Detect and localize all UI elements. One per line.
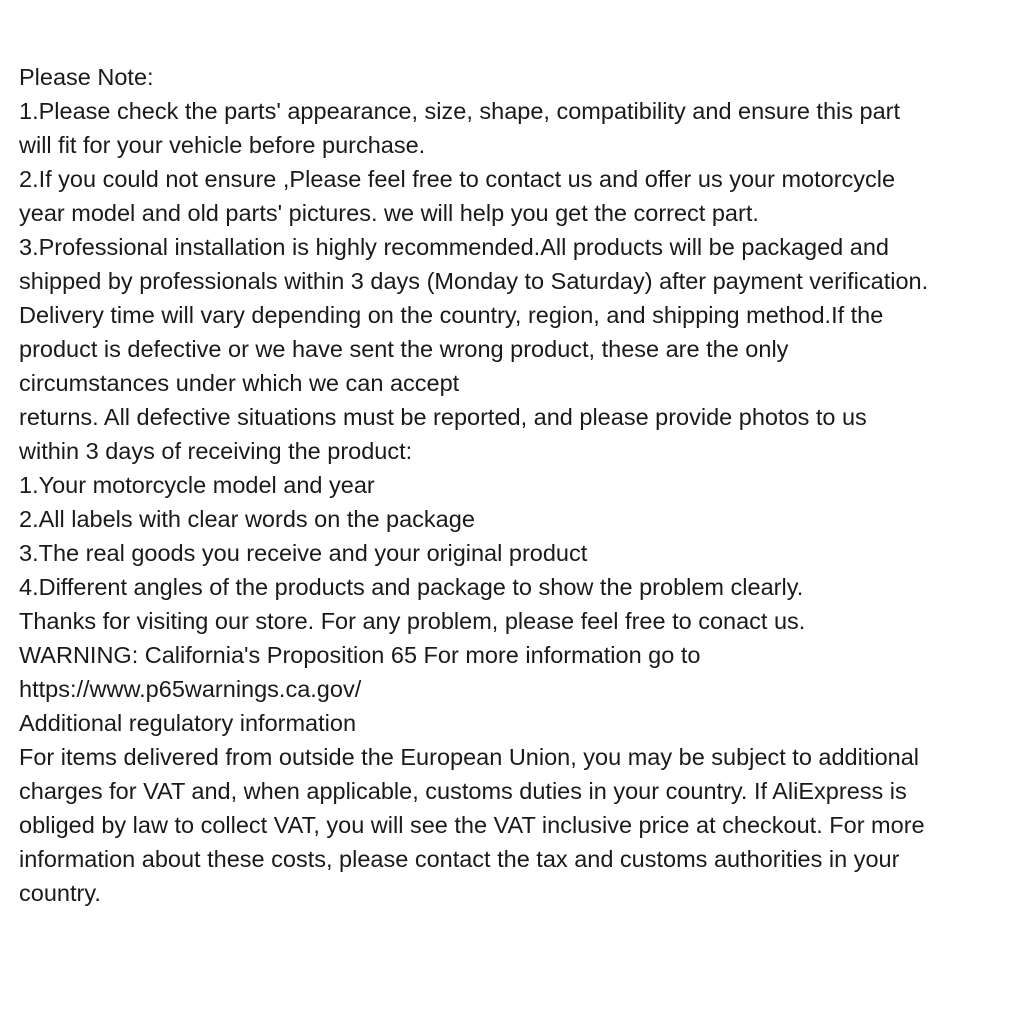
- text-line: year model and old parts' pictures. we will help you get the correct part.: [19, 200, 759, 226]
- warning-url: https://www.p65warnings.ca.gov/: [19, 676, 362, 702]
- text-line: For items delivered from outside the European Union, you may be subject to additional: [19, 744, 920, 770]
- text-line: 2.If you could not ensure ,Please feel free to contact us and offer us your motorcycle: [19, 166, 896, 192]
- list-item: 2.All labels with clear words on the package: [19, 506, 475, 532]
- text-line: Delivery time will vary depending on the country, region, and shipping method.If the: [19, 302, 884, 328]
- text-line: 3.Professional installation is highly recommended.All products will be packaged and: [19, 234, 889, 260]
- text-line: country.: [19, 880, 101, 906]
- text-line: shipped by professionals within 3 days (Monday to Saturday) after payment verification.: [19, 268, 929, 294]
- list-item: 3.The real goods you receive and your original product: [19, 540, 588, 566]
- text-line: will fit for your vehicle before purchase.: [19, 132, 426, 158]
- list-item: 1.Your motorcycle model and year: [19, 472, 375, 498]
- text-line: 1.Please check the parts' appearance, size, shape, compatibility and ensure this part: [19, 98, 901, 124]
- text-line: information about these costs, please contact the tax and customs authorities in your: [19, 846, 900, 872]
- text-line: charges for VAT and, when applicable, customs duties in your country. If AliExpress is: [19, 778, 907, 804]
- list-item: 4.Different angles of the products and package to show the problem clearly.: [19, 574, 804, 600]
- text-line: returns. All defective situations must be reported, and please provide photos to us: [19, 404, 867, 430]
- text-line: circumstances under which we can accept: [19, 370, 460, 396]
- document-body: [19, 60, 1019, 910]
- note-heading: Please Note:: [19, 64, 154, 90]
- regulatory-heading: Additional regulatory information: [19, 710, 357, 736]
- text-line: Thanks for visiting our store. For any problem, please feel free to conact us.: [19, 608, 806, 634]
- text-line: product is defective or we have sent the wrong product, these are the only: [19, 336, 789, 362]
- text-line: obliged by law to collect VAT, you will see the VAT inclusive price at checkout. For more: [19, 812, 925, 838]
- warning-line: WARNING: California's Proposition 65 For more information go to: [19, 642, 701, 668]
- text-line: within 3 days of receiving the product:: [19, 438, 413, 464]
